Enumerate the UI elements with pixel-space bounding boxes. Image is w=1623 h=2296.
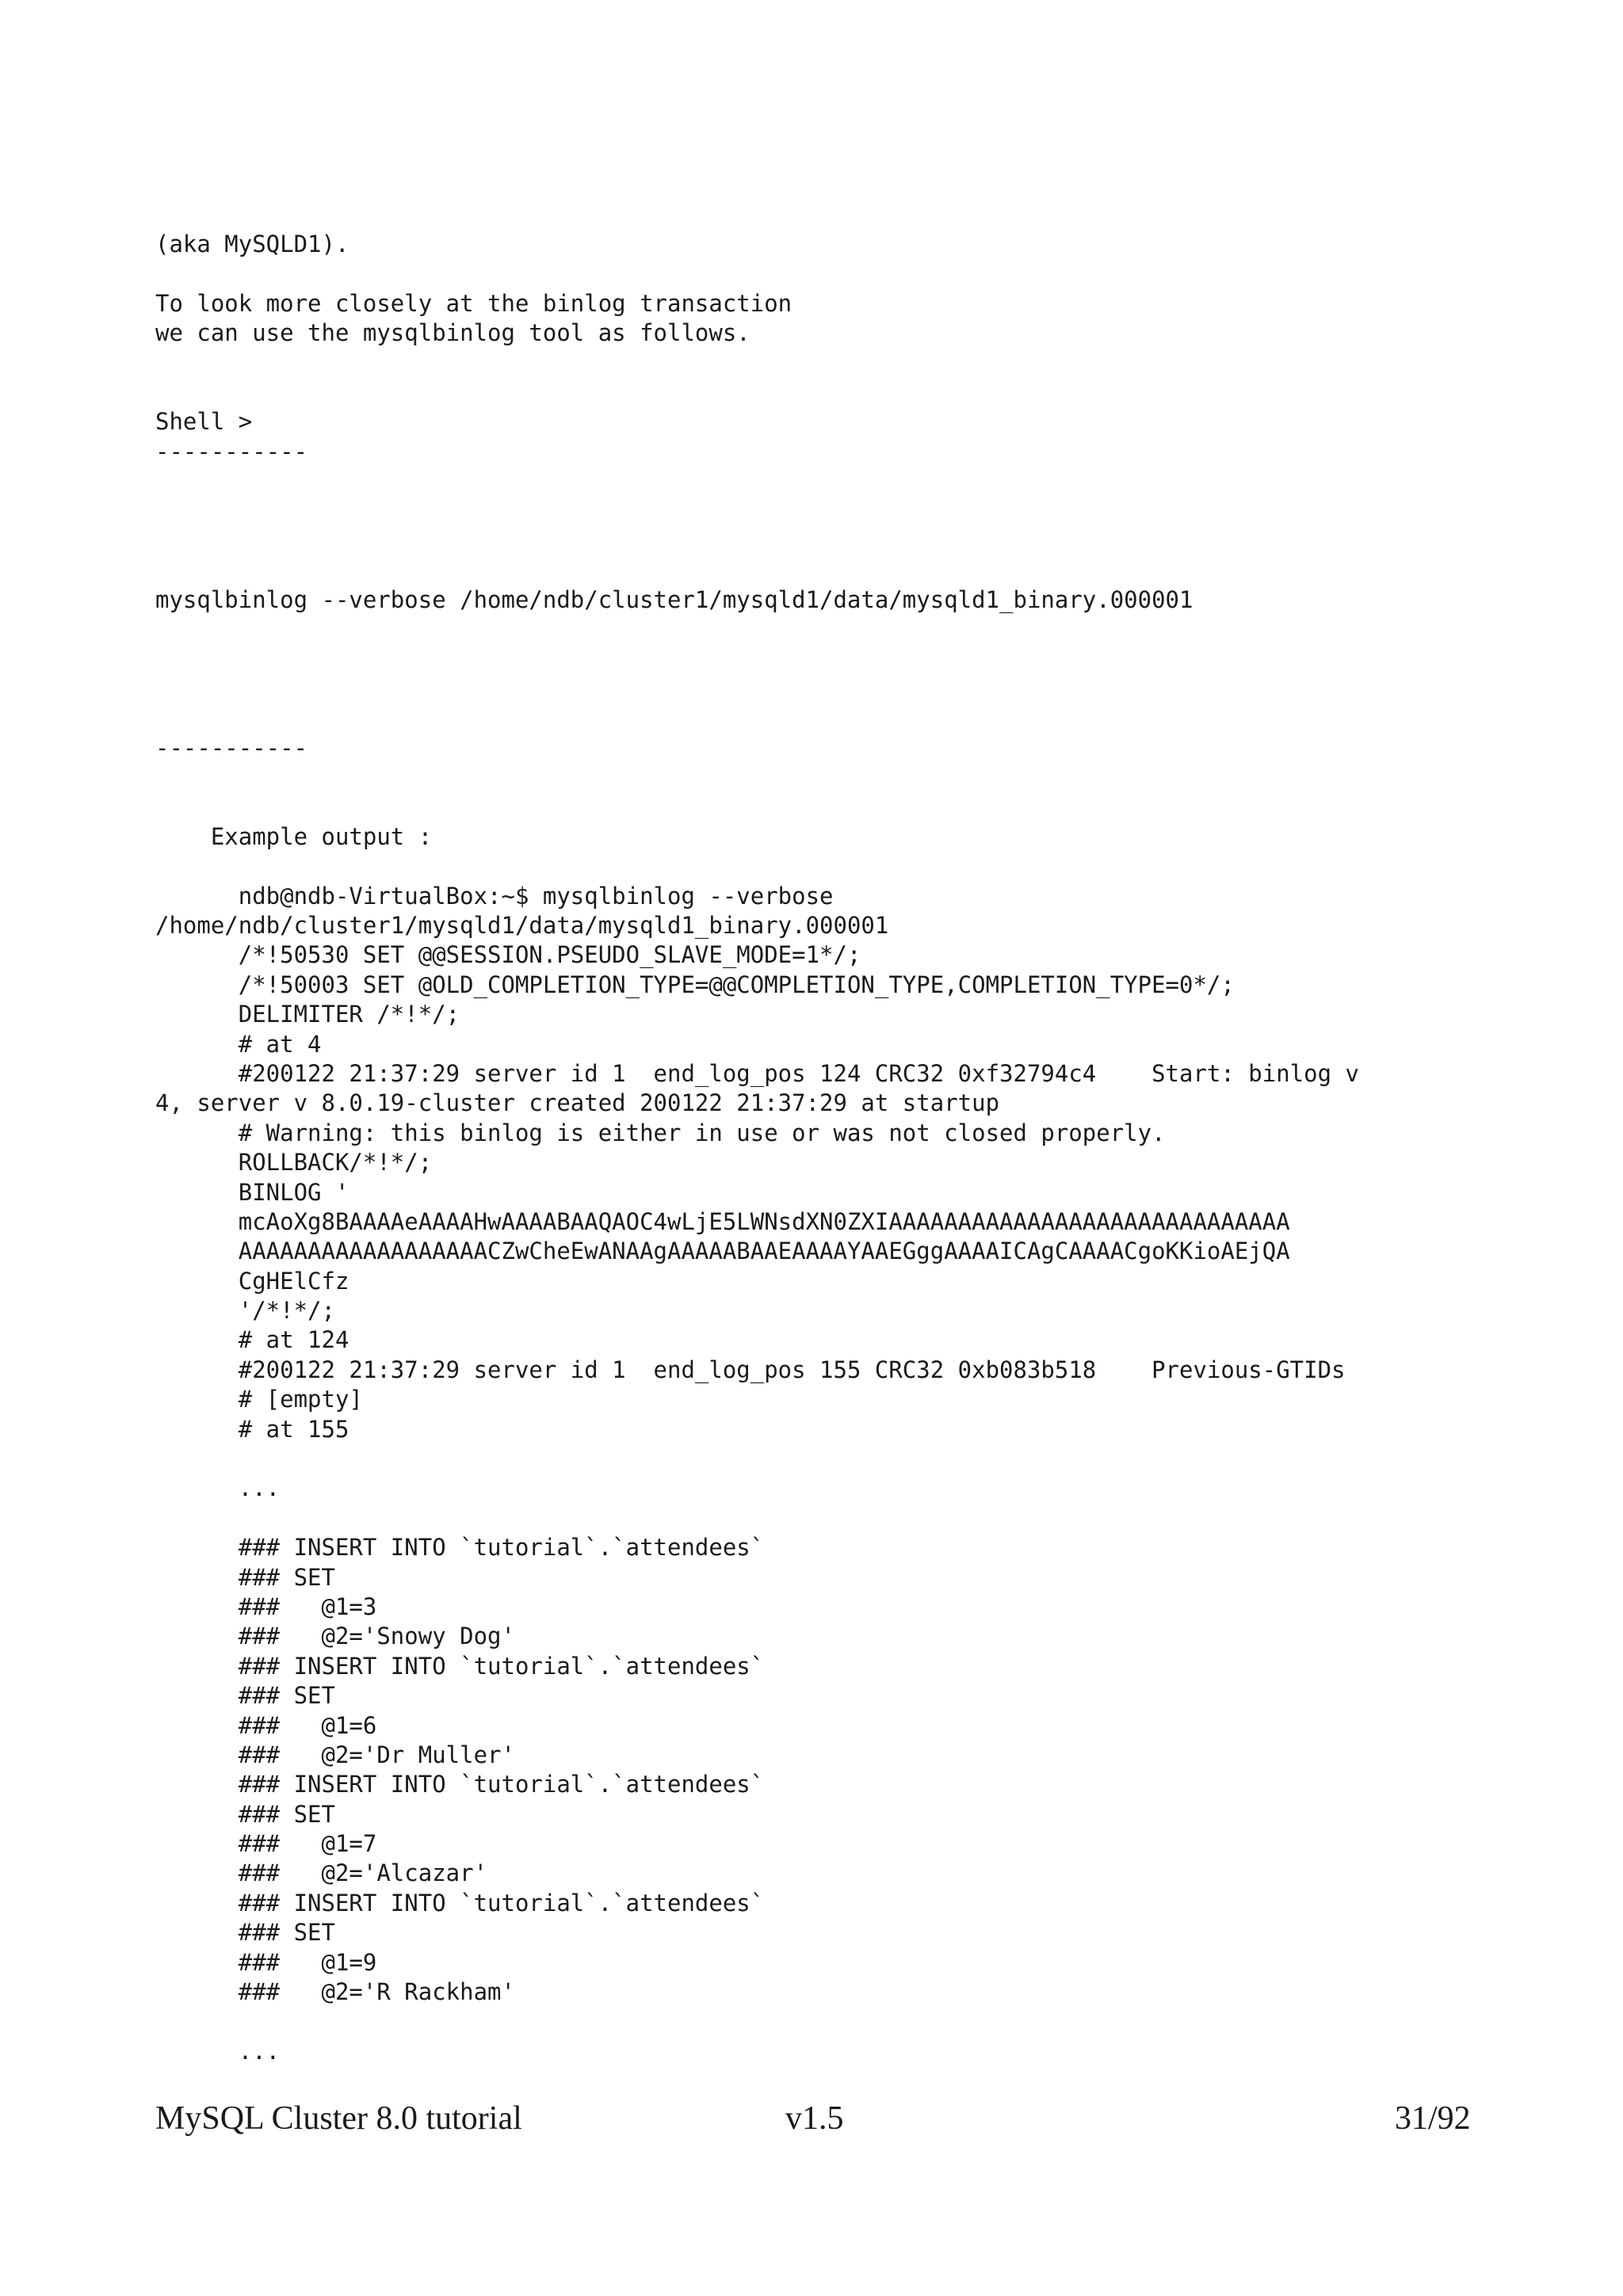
- text-line: # at 155: [155, 1415, 349, 1443]
- text-line: [155, 1444, 1503, 1474]
- text-line: /home/ndb/cluster1/mysqld1/data/mysqld1_binary.000001: [155, 911, 889, 939]
- text-line: ### @2='R Rackham': [155, 1978, 515, 2006]
- text-line: -----------: [155, 734, 308, 761]
- text-line: [155, 1504, 1503, 1533]
- text-line: [155, 555, 1503, 585]
- text-line: (aka MySQLD1).: [155, 231, 349, 257]
- text-line: ### @1=6: [155, 1711, 377, 1739]
- text-line: # at 124: [155, 1326, 349, 1354]
- text-line: # at 4: [155, 1030, 322, 1058]
- text-line: ndb@ndb-VirtualBox:~$ mysqlbinlog --verbose: [155, 882, 834, 910]
- text-line: ### INSERT INTO `tutorial`.`attendees`: [155, 1889, 765, 1917]
- text-line: ### SET: [155, 1919, 335, 1947]
- text-line: ...: [155, 1474, 281, 1502]
- text-line: ### @2='Alcazar': [155, 1859, 488, 1887]
- text-line: ### @2='Dr Muller': [155, 1741, 515, 1768]
- text-line: /*!50530 SET @@SESSION.PSEUDO_SLAVE_MODE=1*/;: [155, 941, 861, 969]
- text-line: ROLLBACK/*!*/;: [155, 1149, 433, 1177]
- text-line: ### SET: [155, 1800, 335, 1828]
- text-line: [155, 497, 1503, 526]
- text-line: mysqlbinlog --verbose /home/ndb/cluster1/mysqld1/data/mysqld1_binary.000001: [155, 585, 1193, 613]
- text-line: [155, 704, 1503, 733]
- footer-page-number: 31/92: [1395, 2100, 1471, 2137]
- text-line: [155, 852, 1503, 881]
- document-body: [155, 230, 1503, 2066]
- text-line: CgHElCfz: [155, 1267, 349, 1295]
- text-line: we can use the mysqlbinlog tool as follows.: [155, 319, 750, 347]
- text-line: 4, server v 8.0.19-cluster created 200122 21:37:29 at startup: [155, 1089, 1000, 1117]
- text-line: [155, 792, 1503, 822]
- text-line: ### SET: [155, 1682, 335, 1710]
- text-line: DELIMITER /*!*/;: [155, 1001, 460, 1028]
- text-line: ### SET: [155, 1563, 335, 1591]
- text-line: [155, 674, 1503, 704]
- text-line: ### INSERT INTO `tutorial`.`attendees`: [155, 1652, 765, 1680]
- text-line: Example output :: [155, 822, 433, 850]
- text-line: [155, 763, 1503, 792]
- text-line: [155, 644, 1503, 673]
- text-line: ### INSERT INTO `tutorial`.`attendees`: [155, 1534, 765, 1562]
- text-line: Shell >: [155, 408, 253, 436]
- footer-title: MySQL Cluster 8.0 tutorial: [155, 2100, 522, 2137]
- text-line: BINLOG ': [155, 1178, 349, 1206]
- text-line: '/*!*/;: [155, 1297, 335, 1325]
- text-line: /*!50003 SET @OLD_COMPLETION_TYPE=@@COMPLETION_TYPE,COMPLETION_TYPE=0*/;: [155, 971, 1235, 998]
- text-line: ### @2='Snowy Dog': [155, 1623, 515, 1650]
- text-line: #200122 21:37:29 server id 1 end_log_pos 155 CRC32 0xb083b518 Previous-GTIDs: [155, 1356, 1346, 1383]
- text-line: [155, 349, 1503, 378]
- footer-version: v1.5: [785, 2100, 844, 2137]
- text-line: ...: [155, 2037, 281, 2065]
- text-line: # Warning: this binlog is either in use or was not closed properly.: [155, 1119, 1166, 1146]
- text-line: [155, 2007, 1503, 2036]
- text-line: AAAAAAAAAAAAAAAAAACZwCheEwANAAgAAAAABAAEAAAAYAAEGggAAAAICAgCAAAACgoKKioAEjQA: [155, 1238, 1290, 1265]
- text-line: [155, 526, 1503, 555]
- page-footer: [0, 2100, 1623, 2147]
- text-line: [155, 467, 1503, 496]
- text-line: # [empty]: [155, 1386, 363, 1413]
- text-line: ### @1=9: [155, 1948, 377, 1976]
- text-line: -----------: [155, 437, 308, 465]
- text-line: mcAoXg8BAAAAeAAAAHwAAAABAAQAOC4wLjE5LWNsdXN0ZXIAAAAAAAAAAAAAAAAAAAAAAAAAAAAA: [155, 1207, 1290, 1235]
- text-line: ### @1=3: [155, 1592, 377, 1620]
- text-line: [155, 378, 1503, 407]
- text-line: To look more closely at the binlog transaction: [155, 289, 792, 317]
- text-line: ### INSERT INTO `tutorial`.`attendees`: [155, 1771, 765, 1798]
- text-line: #200122 21:37:29 server id 1 end_log_pos 124 CRC32 0xf32794c4 Start: binlog v: [155, 1059, 1359, 1087]
- text-line: [155, 615, 1503, 644]
- text-line: ### @1=7: [155, 1830, 377, 1858]
- text-line: [155, 259, 1503, 288]
